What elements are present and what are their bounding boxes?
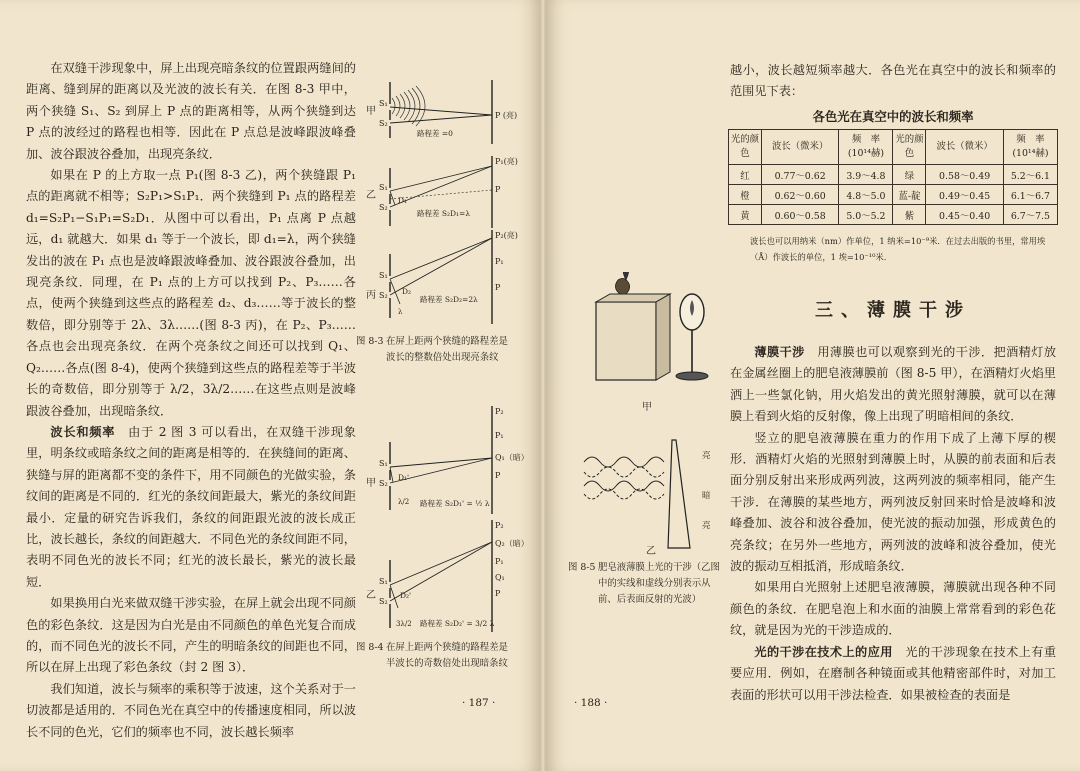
- label-diff-lambda: 路程差 S₂D₁=λ: [417, 209, 471, 218]
- reflected-wave-back: [584, 489, 664, 499]
- label-bright: 亮: [702, 521, 711, 531]
- label-p: P: [495, 471, 501, 480]
- table-cell: 橙: [729, 185, 762, 205]
- ray-line: [390, 191, 395, 205]
- paragraph: 如果在 P 的上方取一点 P₁(图 8-3 乙)，两个狭缝跟 P₁ 点的距离就不相等；S₂P₁>S₁P₁．两个狭缝到 P₁ 点的路程差 d₁=S₂P₁−S₁P₁=S₂D₁．从图中可以看出，P₁ 点离 P 点越远，d₁ 就越大．如果 d₁ 等于一个波长，即 d₁=λ，两个狭缝发出的波在 P₁ 点也是波峰跟波峰叠加、波谷跟波谷叠加，出现亮条纹．同理，在 P₁ 点的上方可以找到 P₂、P₃……各点，使两个狭缝到这些点的路程差 d₂、d₃……等于波长的整数倍，即分别等于 2λ、3λ……(图 8-3 丙)，在 P₂、P₃……各点也会出现亮条纹．在两个亮条纹之间还可以找到 Q₁、Q₂……各点(图 8-4)，使两个狭缝到这些点的路程差等于半波长的奇数倍，即分别等于 λ/2，3λ/2……在这些点则是波峰跟波谷叠加，出现暗条纹．: [26, 168, 356, 418]
- label-d2: D₂: [402, 287, 412, 296]
- paragraph: 在双缝干涉现象中，屏上出现亮暗条纹的位置跟两缝间的距离、缝到屏的距离以及光波的波长有关．在图 8-3 甲中，两个狭缝 S₁、S₂ 到屏上 P 点的距离相等，从两个狭缝到达 P 点的波经过的路程也相等．因此在 P 点总是波峰跟波峰叠加、波谷跟波谷叠加，出现亮条纹．: [26, 61, 356, 161]
- figure-8-3-caption: [356, 334, 536, 384]
- reflected-wave-front: [584, 481, 664, 491]
- table-cell: 黄: [729, 205, 762, 225]
- table-cell: 3.9～4.8: [839, 165, 893, 185]
- label-s1: S₁: [379, 577, 388, 586]
- right-body-text: [730, 342, 1056, 706]
- label-s2: S₂: [379, 479, 388, 488]
- table-cell: 5.0～5.2: [839, 205, 893, 225]
- label-s2: S₂: [379, 203, 388, 212]
- panel-label-yi: 乙: [646, 546, 656, 557]
- ray-line: [390, 542, 492, 585]
- panel-label-yi: 乙: [366, 190, 376, 201]
- page-number: · 188 ·: [574, 697, 608, 709]
- label-three-half-lambda: 3λ/2: [396, 620, 412, 628]
- label-d1-prime: D₁': [398, 473, 410, 482]
- label-bright: 亮: [702, 451, 711, 461]
- figure-8-4: [362, 402, 534, 640]
- label-q1-dark: Q₁（暗）: [495, 453, 529, 462]
- label-p1-bright: P₁(亮): [495, 157, 518, 166]
- paragraph: [730, 342, 1056, 428]
- table-header-row: [729, 130, 1058, 165]
- paragraph: [730, 642, 1056, 706]
- panel-label-bing: 丙: [366, 290, 376, 301]
- figure-8-5: [574, 272, 724, 562]
- table-header-cell: 光的颜色: [893, 130, 926, 165]
- label-q2-dark: Q₂（暗）: [495, 539, 529, 548]
- table-header-cell: 波长（微米）: [761, 130, 838, 165]
- table-cell: 紫: [893, 205, 926, 225]
- ray-line: [390, 585, 398, 608]
- table-cell: 6.1～6.7: [1003, 185, 1057, 205]
- figure-8-5-diagram: [574, 272, 724, 562]
- inline-heading-thin-film: 薄膜干涉: [754, 345, 805, 359]
- label-s2: S₂: [379, 119, 388, 128]
- label-s2: S₂: [379, 597, 388, 606]
- label-s2: S₂: [379, 291, 388, 300]
- figure-8-4-caption: [356, 640, 536, 690]
- paragraph: 越小，波长越短频率越大．各色光在真空中的波长和频率的范围见下表：: [730, 63, 1056, 99]
- ray-line: [390, 458, 492, 467]
- table-cell: 6.7～7.5: [1003, 205, 1057, 225]
- table-cell: 5.2～6.1: [1003, 165, 1057, 185]
- wedge-film: [668, 440, 690, 548]
- table-row: [729, 165, 1058, 185]
- paragraph: 竖立的肥皂液薄膜在重力的作用下成了上薄下厚的楔形．酒精灯火焰的光照射到薄膜上时，从膜的前表面和后表面分别反射出来形成两列波，这两列波的频率相同，能产生干涉．在薄膜的某些地方，两列波反射回来时恰是波峰和波峰叠加、波谷和波谷叠加，使光波的振动加强，形成黄色的亮条纹；在另外一些地方，两列波的波峰和波谷叠加，使光波的振动互相抵消，形成暗条纹．: [730, 430, 1056, 574]
- paragraph: [26, 422, 356, 593]
- table-header-cell: 频 率 (10¹⁴赫): [839, 130, 893, 165]
- label-d2-prime: D₂': [400, 591, 412, 600]
- label-d1: D₁: [398, 196, 408, 205]
- caption-number: 图 8-3: [356, 336, 384, 347]
- figure-8-3: [362, 78, 534, 340]
- table-cell: 蓝-靛: [893, 185, 926, 205]
- paragraph: 如果用白光照射上述肥皂液薄膜，薄膜就出现各种不同颜色的条纹．在肥皂泡上和水面的油膜上常常看到的彩色花纹，就是因为光的干涉造成的．: [730, 580, 1056, 638]
- table-cell: 0.45～0.40: [926, 205, 1003, 225]
- table-title: 各色光在真空中的波长和频率: [812, 109, 974, 124]
- paragraph: 如果换用白光来做双缝干涉实验，在屏上就会出现不同颜色的彩色条纹．这是因为白光是由不同颜色的单色光复合而成的，而不同色光的波长不同，产生的明暗条纹的间距也不同，所以在屏上出现了彩色条纹（封 2 图 3）．: [26, 596, 356, 675]
- figure-8-4-diagram: [362, 402, 534, 640]
- label-s1: S₁: [379, 183, 388, 192]
- intro-line: [730, 60, 1056, 103]
- table-header-cell: 频 率 (10¹⁴赫): [1003, 130, 1057, 165]
- label-q1: Q₁: [495, 573, 505, 582]
- table-row: [729, 205, 1058, 225]
- label-p1: P₁: [495, 431, 504, 440]
- inline-heading-applications: 光的干涉在技术上的应用: [754, 644, 893, 659]
- table-cell: 0.77～0.62: [761, 165, 838, 185]
- label-diff-2lambda: 路程差 S₂D₂=2λ: [420, 295, 478, 304]
- table-row: [729, 185, 1058, 205]
- label-s1: S₁: [379, 459, 388, 468]
- label-p-bright: P (亮): [495, 111, 518, 120]
- label-p: P: [495, 185, 501, 194]
- right-page: [546, 0, 1080, 771]
- table-cell: 红: [729, 165, 762, 185]
- table-note: 波长也可以用纳米（nm）作单位，1 纳米=10⁻⁹米．在过去出版的书里，常用埃（Å）作波长的单位，1 埃=10⁻¹⁰米．: [750, 236, 1046, 262]
- paragraph: 我们知道，波长与频率的乘积等于波速，这个关系对于一切波都是适用的．不同色光在真空中的传播速度相同，所以波长不同的色光，它们的频率也不同，波长越长频率: [26, 681, 356, 739]
- left-body-text: [26, 58, 356, 743]
- ray-line: [390, 238, 492, 279]
- label-p2: P₂: [495, 521, 504, 530]
- panel-label-jia: 甲: [642, 402, 652, 413]
- reflected-wave-back: [584, 467, 664, 477]
- panel-label-jia: 甲: [366, 478, 376, 489]
- wavelength-table: [728, 129, 1058, 225]
- paragraph-body: 光的干涉现象在技术上有重要应用．例如，在磨制各种镜面或其他精密部件时，对加工表面的形状可以用干涉法检查．如果被检查的表面是: [730, 644, 1057, 702]
- label-diff-zero: 路程差 =0: [417, 129, 453, 138]
- table-header-cell: 光的颜色: [729, 130, 762, 165]
- label-lambda: λ: [398, 308, 403, 316]
- page-number: · 187 ·: [462, 697, 496, 709]
- label-p: P: [495, 589, 501, 598]
- caption-text: 在屏上距两个狭缝的路程差是半波长的奇数倍处出现暗条纹: [386, 642, 508, 669]
- wavefronts: [392, 86, 425, 126]
- ray-line: [390, 166, 492, 191]
- table-header-cell: 波长（微米）: [926, 130, 1003, 165]
- ray-line: [390, 115, 492, 123]
- label-diff-half: 路程差 S₂D₁' = ½ λ: [420, 499, 490, 508]
- reflected-wave-front: [584, 457, 664, 467]
- paragraph-body: 由于 2 图 3 可以看出，在双缝干涉现象里，明条纹或暗条纹之间的距离是相等的．在狭缝间的距离、狭缝与屏的距离都不变的条件下，用不同颜色的光做实验，条纹间的距离是不同的．红光的条纹间距最大，紫光的条纹间距最小．定量的研究告诉我们，条纹的间距跟光波的波长成正比，波长越长，条纹的间距越大．不同色光的条纹间距不同，表明不同色光的波长不同；红光的波长最长，紫光的波长最短．: [26, 424, 356, 589]
- section-title: 三、薄膜干涉: [815, 300, 971, 321]
- label-s1: S₁: [379, 99, 388, 108]
- inline-heading-wavelength-frequency: 波长和频率: [50, 424, 116, 439]
- caption-number: 图 8-5: [568, 562, 596, 573]
- ray-line: [390, 279, 400, 304]
- caption-text: 肥皂液薄膜上光的干涉（乙图中的实线和虚线分别表示从前、后表面反射的光波）: [598, 562, 720, 605]
- alcohol-lamp-illustration: [596, 272, 670, 380]
- label-dark: 暗: [702, 491, 711, 501]
- panel-label-jia: 甲: [366, 106, 376, 117]
- table-cell: 0.60～0.58: [761, 205, 838, 225]
- table-cell: 绿: [893, 165, 926, 185]
- panel-label-yi: 乙: [366, 590, 376, 601]
- table-cell: 4.8～5.0: [839, 185, 893, 205]
- table-cell: 0.49～0.45: [926, 185, 1003, 205]
- label-p2-bright: P₂(亮): [495, 231, 518, 240]
- caption-number: 图 8-4: [356, 642, 384, 653]
- label-p: P: [495, 283, 501, 292]
- label-s1: S₁: [379, 271, 388, 280]
- label-diff-three-half: 路程差 S₂D₂' = 3/2 λ: [420, 619, 495, 628]
- label-p2: P₂: [495, 407, 504, 416]
- figure-8-5-caption: [568, 560, 730, 612]
- label-half-lambda: λ/2: [398, 498, 410, 506]
- label-p1: P₁: [495, 557, 504, 566]
- label-p1: P₁: [495, 257, 504, 266]
- table-cell: 0.62～0.60: [761, 185, 838, 205]
- film-ring-illustration: [676, 294, 708, 380]
- ray-line: [390, 107, 492, 115]
- caption-text: 在屏上距两个狭缝的路程差是波长的整数倍处出现亮条纹: [386, 336, 508, 363]
- table-cell: 0.58～0.49: [926, 165, 1003, 185]
- figure-8-3-diagram: [362, 78, 534, 340]
- paragraph-body: 用薄膜也可以观察到光的干涉．把酒精灯放在金属丝圈上的肥皂液薄膜前（图 8-5 甲），在酒精灯火焰里洒上一些氯化钠，用火焰发出的黄光照射薄膜，就可以在薄膜上看到火焰的反射像，像上出现了明暗相间的条纹．: [730, 345, 1057, 424]
